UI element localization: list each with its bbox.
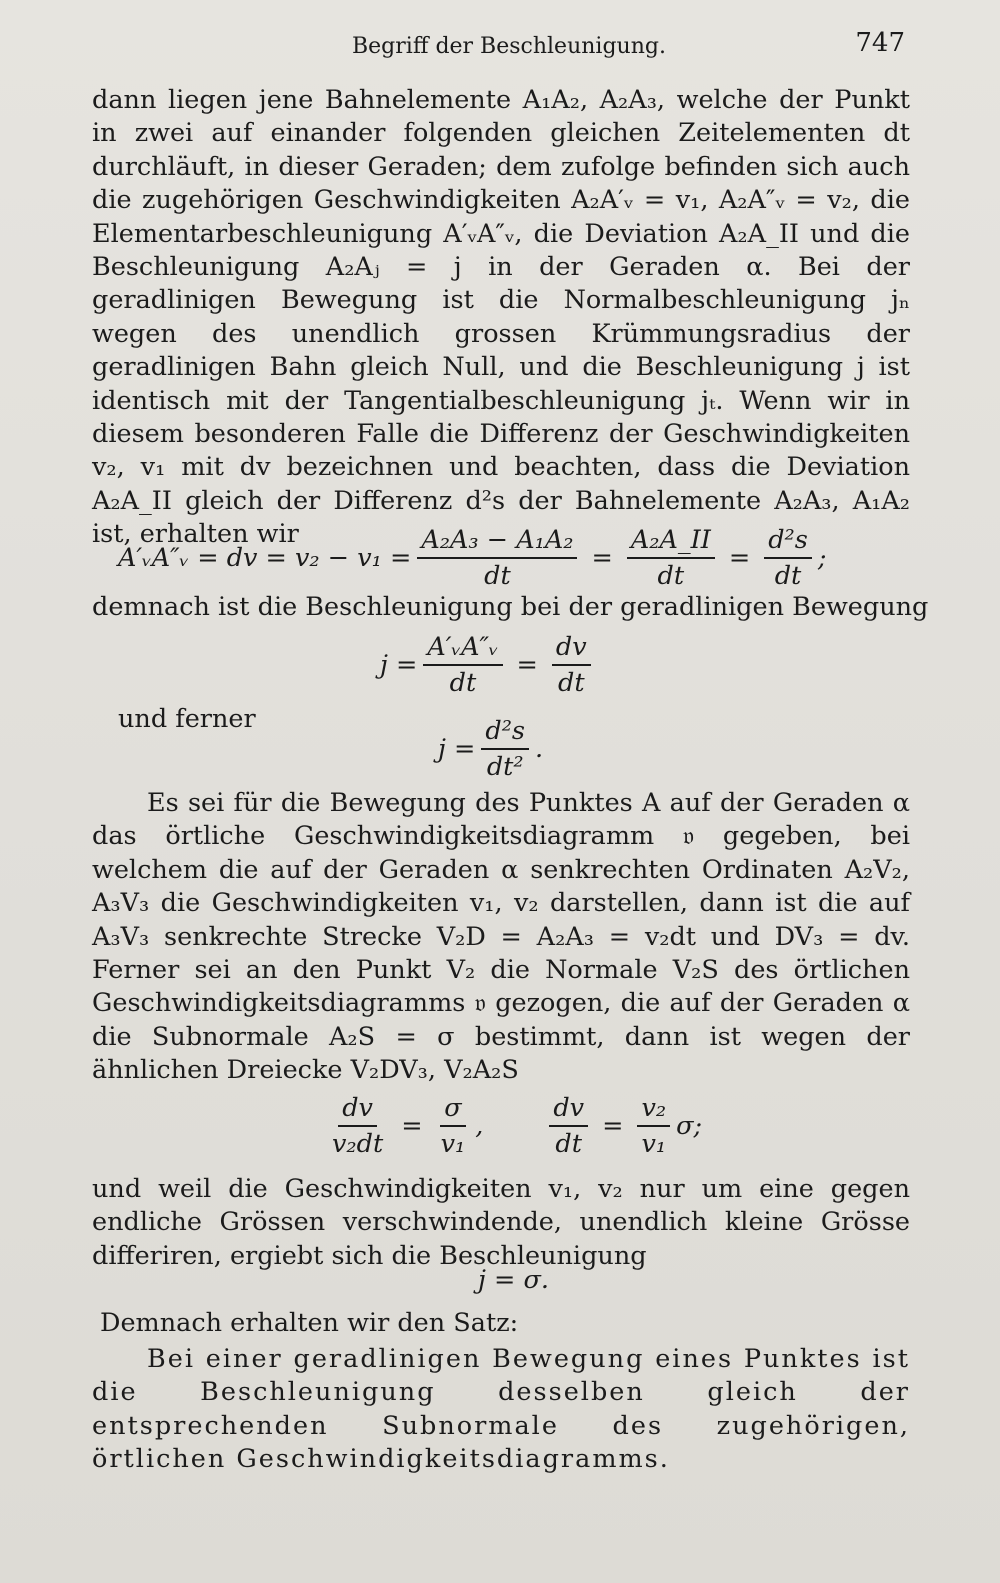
eq3-lhs: j = [438,734,476,764]
eq1-fraction-1 [417,525,577,591]
eq2-equals: = [516,650,538,680]
eq4-fraction-1 [328,1093,387,1159]
equation-1: A′ᵥA″ᵥ = dv = v₂ − v₁ = $\frac{\text{A₂A₃ − A₁A₂}}{dt}$ = $\frac{\text{A₂A\_II}}{dt}$ = $\frac{\text{d²s}}{dt}$ ; [118,525,827,591]
paragraph-1: dann liegen jene Bahnelemente A₁A₂, A₂A₃, welche der Punkt in zwei auf einander folgenden gleichen Zeitelementen dt durchläuft, in dieser Geraden; dem zufolge befinden sich auch die zugehörigen Geschwindigkeiten A₂A′ᵥ = v₁, A₂A″ᵥ = v₂, die Elementarbeschleunigung A′ᵥA″ᵥ, die Deviation A₂A_II und die Beschleunigung A₂Aⱼ = j in der Geraden α. Bei der geradlinigen Bewegung ist die Normalbeschleunigung jₙ wegen des unendlich grossen Krümmungsradius der geradlinigen Bahn gleich Null, und die Beschleunigung j ist identisch mit der Tangentialbeschleunigung jₜ. Wenn wir in diesem besonderen Falle die Differenz der Geschwindigkeiten v₂, v₁ mit dv bezeichnen und beachten, dass die Deviation A₂A_II gleich der Differenz d²s der Bahnelemente A₂A₃, A₁A₂ ist, erhalten wir [92,85,910,550]
eq4-frac4-numerator: v₂ [637,1093,670,1127]
eq1-frac1-denominator: dt [484,561,511,591]
running-header [0,28,1000,68]
eq4-frac3-denominator: dt [555,1129,582,1159]
eq3-denominator: dt² [486,752,524,782]
eq2-frac1-numerator: A′ᵥA″ᵥ [423,632,502,666]
eq2-frac2-numerator: dv [552,632,591,666]
eq1-fraction-2 [627,525,715,591]
eq1-frac2-numerator: A₂A_II [627,525,715,559]
eq3-numerator: d²s [481,716,529,750]
eq4-frac3-numerator: dv [549,1093,588,1127]
eq4-equals-1: = [401,1111,423,1141]
eq4-frac1-denominator: v₂dt [332,1129,384,1159]
eq4-equals-2: = [602,1111,624,1141]
equation-3 [438,716,543,782]
theorem-text: Bei einer geradlinigen Bewegung eines Punktes ist die Beschleunigung desselben gleich der entsprechenden Subnormale des zugehörigen, örtlichen Geschwindigkeitsdiagramms. [92,1344,910,1475]
eq1-end: ; [817,543,827,573]
equation-2 [380,632,597,698]
eq1-frac3-numerator: d²s [764,525,812,559]
eq1-frac2-denominator: dt [657,561,685,591]
equation-4 [322,1093,702,1159]
equation-5: j = σ. [478,1265,549,1295]
eq4-fraction-3 [549,1093,588,1159]
eq2-fraction-1 [423,632,502,698]
eq2-frac1-denominator: dt [449,668,477,698]
eq2-frac2-denominator: dt [558,668,585,698]
line-satz: Demnach erhalten wir den Satz: [100,1308,519,1338]
eq1-lhs: A′ᵥA″ᵥ = dv = v₂ − v₁ = [118,543,412,573]
label-und-ferner: und ferner [118,704,256,734]
eq4-tail: σ; [676,1111,703,1141]
eq1-frac1-numerator: A₂A₃ − A₁A₂ [417,525,577,559]
header-title: Begriff der Beschleunigung. [352,34,666,59]
eq2-fraction-2 [552,632,591,698]
paragraph-2: Es sei für die Bewegung des Punktes A auf der Geraden α das örtliche Geschwindigkeitsdiagramm 𝔳 gegeben, bei welchem die auf der Geraden α senkrechten Ordinaten A₂V₂, A₃V₃ die Geschwindigkeiten v₁, v₂ darstellen, dann ist die auf A₃V₃ senkrechte Strecke V₂D = A₂A₃ = v₂dt und DV₃ = dv. Ferner sei an den Punkt V₂ die Normale V₂S des örtlichen Geschwindigkeitsdiagramms 𝔳 gezogen, die auf der Geraden α die Subnormale A₂S = σ bestimmt, dann ist wegen der ähnlichen Dreiecke V₂DV₃, V₂A₂S [92,788,910,1086]
paragraph-3: und weil die Geschwindigkeiten v₁, v₂ nur um eine gegen endliche Grössen verschwindende, unendlich kleine Grösse differiren, ergiebt sich die Beschleunigung [92,1174,910,1271]
page-number: 747 [855,28,905,58]
eq4-frac4-denominator: v₁ [641,1129,667,1159]
line-demnach: demnach ist die Beschleunigung bei der geradlinigen Bewegung [92,592,929,622]
eq1-fraction-3 [764,525,812,591]
eq4-frac2-denominator: v₁ [440,1129,466,1159]
eq4-frac2-numerator: σ [440,1093,465,1127]
eq4-fraction-4 [637,1093,670,1159]
eq4-fraction-2 [437,1093,470,1159]
eq4-frac1-numerator: dv [338,1093,377,1127]
eq3-fraction [481,716,529,782]
eq4-separator: , [475,1111,484,1141]
eq3-end: . [535,734,544,764]
eq2-lhs: j = [380,650,418,680]
eq1-frac3-denominator: dt [774,561,802,591]
